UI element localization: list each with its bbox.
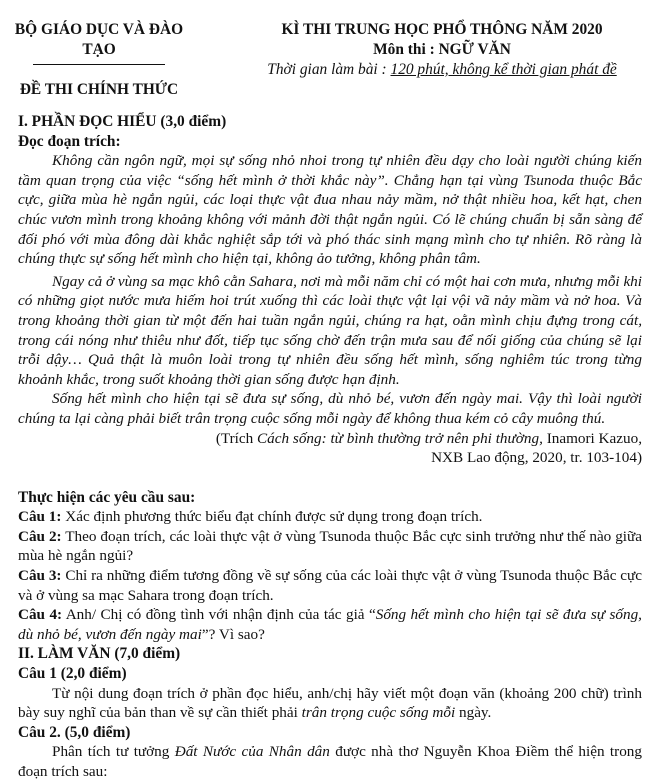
essay-q2-before: Phân tích tư tưởng <box>52 743 175 761</box>
official-exam-label: ĐỀ THI CHÍNH THỨC <box>19 81 179 98</box>
question-2 <box>18 527 642 566</box>
essay-question-1-heading: Câu 1 (2,0 điểm) <box>18 665 127 683</box>
question-4-quote: Sống hết mình cho hiện tại sẽ đưa sự sống, dù nhỏ bé, vươn đến ngày mai <box>18 606 642 643</box>
part1-heading: I. PHẦN ĐỌC HIỂU (3,0 điểm) <box>18 113 227 130</box>
passage-paragraph-1: Không cần ngôn ngữ, mọi sự sống nhỏ nhoi trong tự nhiên đều dạy cho loài người chúng kiến tầm quan trọng của việc “sống hết mình ở thời khắc này”. Chẳng hạn tại vùng Tsunoda thuộc Bắc cực, giữa mùa hè ngắn ngủi, các loại thực vật đua nhau nảy mầm, nở thật nhiều hoa, kết hạt, chen chúc vươn mình trong khoảng không với mảnh đời thật ngắn ngủi. Có lẽ chúng chuẩn bị sẵn sàng để đối phó với mùa đông dài khắc nghiệt sắp tới và phó thác sinh mạng mình cho tự nhiên. Rõ ràng là chúng thực sự sống hết mình cho hiện tại, không ảo tưởng, không phân tâm. <box>18 152 642 268</box>
citation-line-2: NXB Lao động, 2020, tr. 103-104) <box>431 449 642 467</box>
question-2-label: Câu 2: <box>18 527 62 545</box>
essay-q1-before: Từ nội dung đoạn trích ở phần đọc hiểu, anh/chị hãy viết một đoạn văn (khoảng 200 chữ) trình bày suy nghĩ của bản than về sự cần thiết phải <box>18 684 642 722</box>
read-label: Đọc đoạn trích: <box>18 132 121 150</box>
essay-q1-after: ngày. <box>455 704 492 722</box>
essay-q2-italic: Đất Nước của Nhân dân <box>174 743 330 761</box>
essay-q1-italic: trân trọng cuộc sống mỗi <box>301 704 456 722</box>
essay-question-1-text <box>18 684 642 723</box>
tasks-label: Thực hiện các yêu cầu sau: <box>18 488 196 506</box>
ministry-name: BỘ GIÁO DỤC VÀ ĐÀO TẠO <box>14 21 184 58</box>
citation-line-1 <box>18 429 642 449</box>
question-1 <box>18 507 642 527</box>
exam-body <box>18 112 642 782</box>
exam-time-value: 120 phút, không kể thời gian phát đề <box>390 61 617 78</box>
exam-time <box>232 60 652 80</box>
question-2-text: Theo đoạn trích, các loài thực vật ở vùng Tsunoda thuộc Bắc cực sinh trưởng như thế nào giữa mùa hè ngắn ngủi? <box>18 527 642 565</box>
question-4-label: Câu 4: <box>18 606 63 624</box>
question-1-label: Câu 1: <box>18 508 62 526</box>
header-left <box>10 20 188 100</box>
questions-block <box>18 488 642 645</box>
question-4 <box>18 605 642 644</box>
part2-heading: II. LÀM VĂN (7,0 điểm) <box>18 645 181 663</box>
question-3 <box>18 566 642 605</box>
essay-question-2-text <box>18 742 642 781</box>
question-3-label: Câu 3: <box>18 567 62 585</box>
question-3-text: Chỉ ra những điểm tương đồng về sự sống của các loài thực vật ở vùng Tsunoda thuộc Bắc cực và ở vùng sa mạc Sahara trong đoạn trích. <box>18 567 642 604</box>
essay-q2-after: được nhà thơ Nguyễn Khoa Điềm thể hiện trong đoạn trích sau: <box>18 743 642 780</box>
citation-book: Cách sống: từ bình thường trở nên phi thường, <box>257 429 543 447</box>
exam-time-prefix: Thời gian làm bài : <box>267 61 391 78</box>
question-4-before: Anh/ Chị có đồng tình với nhận định của tác giả “ <box>62 606 376 624</box>
passage-paragraph-3: Sống hết mình cho hiện tại sẽ đưa sự sống, dù nhỏ bé, vươn đến ngày mai. Vậy thì loài người chúng ta lại càng phải biết trân trọng cuộc sống mỗi ngày để không thua kém cỏ cây muông thú. <box>18 390 642 427</box>
passage-paragraph-2: Ngay cả ở vùng sa mạc khô cằn Sahara, nơi mà mỗi năm chỉ có một hai cơn mưa, nhưng mỗi khi có những giọt nước mưa hiếm hoi trút xuống thì các loài thực vật lại vội vã nảy mầm và nở hoa. Và trong khoảng thời gian từ một đến hai tuần ngắn ngủi, chúng ra hạt, oằn mình chịu đựng trong cát, trong cái nóng như thiêu như đốt, tiếp tục sống chờ đến trận mưa sau để nối giống của chúng sẽ lại trỗi dậy… Quả thật là muôn loài trong tự nhiên đều sống hết mình, sống nghiêm túc trong từng khoảnh khắc, trong suốt khoảng thời gian sống được hạn định. <box>18 272 642 388</box>
essay-question-2-heading: Câu 2. (5,0 điểm) <box>18 723 131 741</box>
exam-title: KÌ THI TRUNG HỌC PHỔ THÔNG NĂM 2020 <box>281 21 603 38</box>
header-right <box>232 20 652 80</box>
citation-author: Inamori Kazuo, <box>542 429 642 447</box>
question-4-after: ”? Vì sao? <box>201 625 265 643</box>
exam-subject: Môn thi : NGỮ VĂN <box>373 41 511 58</box>
citation-open: (Trích <box>215 429 258 447</box>
ministry-underline <box>33 64 165 65</box>
question-1-text: Xác định phương thức biểu đạt chính được sử dụng trong đoạn trích. <box>61 508 483 526</box>
